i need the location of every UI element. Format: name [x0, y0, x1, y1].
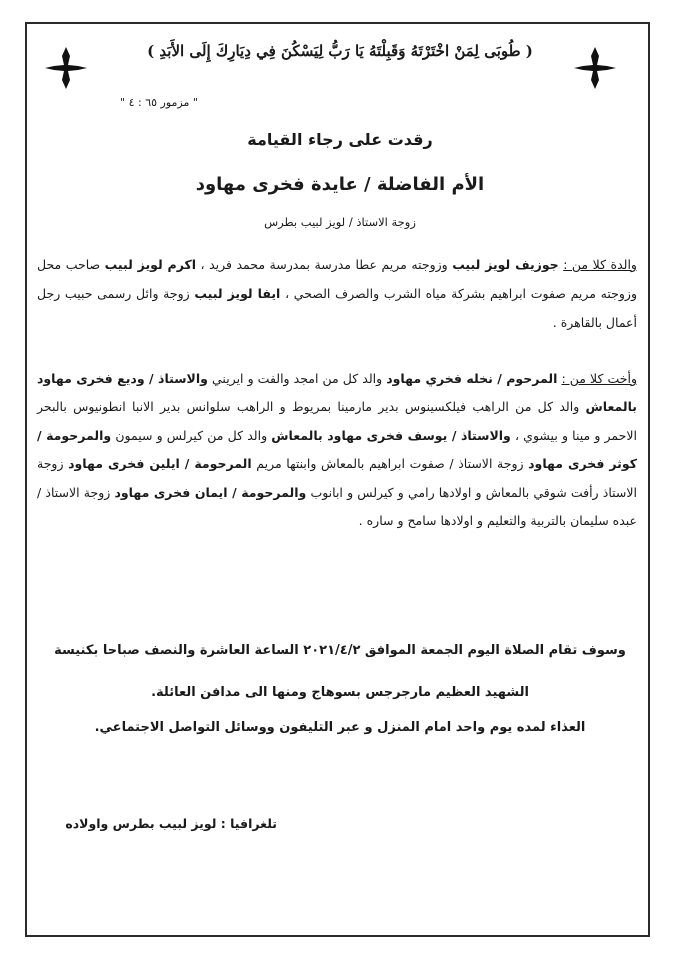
child-details: صاحب محل وزوجته مريم صفوت ابراهيم بشركة مياه الشرب والصرف الصحي ، [37, 257, 637, 301]
mother-of-label: والدة كلا من : [563, 257, 637, 272]
condolence-notice: العذاء لمده يوم واحد امام المنزل و عبر التليفون ووسائل التواصل الاجتماعي. [94, 720, 586, 735]
mother-of-paragraph [37, 250, 637, 337]
heading-rest: رقدت على رجاء القيامة [247, 130, 433, 149]
child-details: زوجة وائل رسمى حبيب رجل أعمال بالقاهرة . [37, 286, 637, 330]
psalm-verse: ( طُوبَى لِمَنْ اخْتَرْتَهُ وَقَبِلْتَهُ يَا رَبُّ لِيَسْكُنَ فِي دِيَارِكَ إِلَى الأَبَدِ ) [147, 42, 533, 60]
psalm-reference: " مزمور ٦٥ : ٤ " [120, 96, 198, 109]
sibling-name: المرحوم / نخله فخري مهاود [386, 371, 558, 386]
coptic-cross-icon [572, 45, 618, 91]
sister-of-label: وأخت كلا من : [561, 371, 638, 386]
sibling-details: والد كل من كيرلس و سيمون [115, 427, 268, 443]
sibling-name: المرحومة / ايلين فخرى مهاود [68, 456, 252, 472]
sibling-details: زوجة الاستاذ / صفوت ابراهيم بالمعاش وابنتها مريم [256, 456, 524, 472]
sibling-details: زوجة الاستاذ / عبده سليمان بالتربية والتعليم و اولادها سامح و ساره . [37, 484, 637, 529]
sibling-details: زوجة الاستاذ رأفت شوقي بالمعاش و اولادها رامي و كيرلس و ابانوب [37, 456, 637, 500]
sister-of-paragraph [37, 365, 637, 535]
child-name: جوزيف لويز لبيب [452, 257, 559, 272]
coptic-cross-icon [43, 45, 89, 91]
sibling-details: والد كل من الراهب فيلكسينوس بدير مارمينا بمريوط و الراهب سلوانس بدير الانبا انطونيوس بالبحر الاحمر و مينا و بيشوي ، [37, 399, 637, 443]
child-name: اكرم لويز لبيب [104, 257, 197, 272]
heading-deceased-name: الأم الفاضلة / عايدة فخرى مهاود [195, 174, 485, 195]
heading-spouse: زوجة الاستاذ / لويز لبيب بطرس [264, 215, 416, 229]
sibling-name: والاستاذ / يوسف فخرى مهاود بالمعاش [271, 427, 511, 443]
prayer-notice: وسوف تقام الصلاة اليوم الجمعة الموافق ٢٠٢١/٤/٢ الساعة العاشرة والنصف صباحا بكنيسة الشهيد العظيم مارجرجس بسوهاج ومنها الى مدافن العائلة. [54, 643, 626, 700]
child-name: ايفا لويز لبيب [194, 286, 281, 301]
signature: تلغرافيا : لويز لبيب بطرس واولاده [65, 816, 277, 831]
child-details: وزوجته مريم عطا مدرسة بمدرسة محمد فريد ، [200, 257, 448, 272]
sibling-name: والمرحومة / ايمان فخرى مهاود [114, 484, 307, 500]
sibling-name: والمرحومة / كوثر فخرى مهاود [37, 427, 637, 472]
sibling-details: والد كل من امجد والفت و ايريني [212, 371, 383, 386]
sibling-name: والاستاذ / وديع فخرى مهاود بالمعاش [37, 371, 637, 415]
